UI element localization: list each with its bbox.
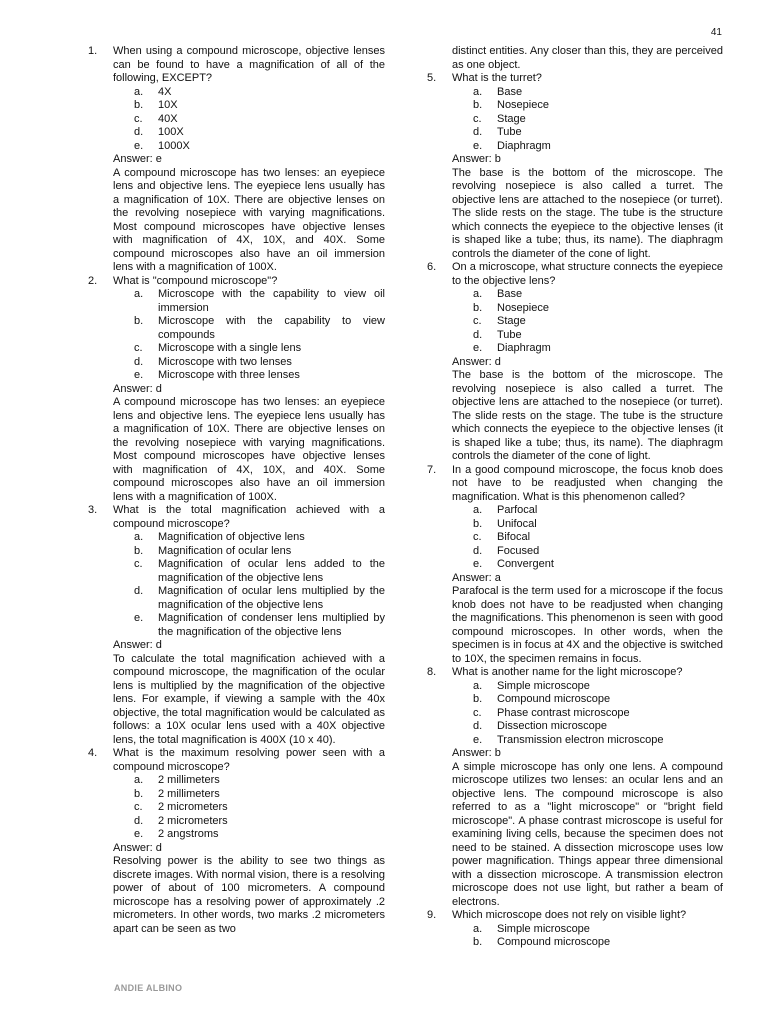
choice-list <box>452 86 723 154</box>
choice-list <box>452 923 723 950</box>
explanation: A compound microscope has two lenses: an eyepiece lens and objective lens. The eyepiece lens usually has a magnification of 10X. There are objective lenses on the revolving nosepiece with varying magnifications. Most compound microscopes have objective lenses with magnification of 4X, 10X, and 40X. Some compound microscopes also have an oil immersion lens with a magnification of 100X. <box>113 166 385 273</box>
choice-letter: d. <box>134 814 144 827</box>
choice-item <box>452 113 723 127</box>
answer-line: Answer: a <box>452 571 501 584</box>
choice-text: Unifocal <box>497 517 537 530</box>
choice-item <box>113 342 385 356</box>
choice-letter: b. <box>134 787 144 800</box>
question-2 <box>88 275 385 505</box>
question-text: What is the total magnification achieved with a compound microscope? <box>113 504 385 530</box>
choice-item <box>113 788 385 802</box>
choice-letter: c. <box>473 112 482 125</box>
right-column <box>427 45 723 950</box>
choice-letter: e. <box>473 733 483 746</box>
choice-item <box>452 302 723 316</box>
question-5 <box>427 72 723 261</box>
question-9 <box>427 909 723 950</box>
choice-item <box>113 828 385 842</box>
choice-list <box>113 288 385 383</box>
choice-list <box>113 774 385 842</box>
choice-item <box>452 288 723 302</box>
choice-item <box>113 545 385 559</box>
choice-text: Tube <box>497 328 522 341</box>
choice-letter: d. <box>473 544 483 557</box>
choice-letter: b. <box>134 544 144 557</box>
choice-letter: a. <box>473 85 483 98</box>
question-number: 4. <box>88 747 98 759</box>
question-text: What is another name for the light microscope? <box>452 666 683 678</box>
answer-line: Answer: e <box>113 153 162 165</box>
question-list <box>427 45 723 950</box>
choice-text: 4X <box>158 85 172 98</box>
choice-text: Microscope with three lenses <box>158 369 300 381</box>
choice-text: Stage <box>497 315 526 327</box>
explanation: A simple microscope has only one lens. A compound microscope utilizes two lenses: an ocular lens and an objective lens. The compound microscope is also referred to as a "light microscope" or "bright field microscope". A phase contrast microscope is useful for examining living cells, because the specimen does not need to be stained. A dissection microscope uses low power magnification. Things appear three dimensional with a dissection microscope. A transmission electron microscope does not use light, but rather a beam of electrons. <box>452 760 723 908</box>
choice-item <box>452 720 723 734</box>
choice-item <box>452 558 723 572</box>
choice-item <box>113 585 385 612</box>
explanation-continuation: distinct entities. Any closer than this, they are perceived as one object. <box>452 45 723 71</box>
choice-letter: e. <box>473 139 483 152</box>
explanation: Parafocal is the term used for a microscope if the focus knob does not have to be readjusted when changing the magnifications. This phenomenon is seen with good compound microscopes. In other words, when the specimen is in focus at 4X and the objective is switched to 10X, the specimen remains in focus. <box>452 585 723 665</box>
choice-letter: e. <box>473 342 483 354</box>
question-4-continued <box>427 45 723 72</box>
choice-text: 2 millimeters <box>158 787 220 800</box>
choice-list <box>113 86 385 154</box>
choice-item <box>452 504 723 518</box>
choice-item <box>452 342 723 356</box>
question-number: 8. <box>427 666 437 678</box>
explanation: A compound microscope has two lenses: an eyepiece lens and objective lens. The eyepiece lens usually has a magnification of 10X. There are objective lenses on the revolving nosepiece with varying magnifications. Most compound microscopes have objective lenses with magnification of 4X, 10X, and 40X. Some compound microscopes also have an oil immersion lens with a magnification of 100X. <box>113 396 385 503</box>
choice-letter: d. <box>134 355 144 368</box>
answer-line: Answer: b <box>452 153 501 165</box>
choice-letter: d. <box>134 126 144 138</box>
choice-item <box>452 693 723 707</box>
choice-text: Microscope with two lenses <box>158 355 292 368</box>
choice-item <box>113 369 385 383</box>
choice-item <box>113 315 385 342</box>
choice-text: Magnification of ocular lens added to the magnification of the objective lens <box>158 558 385 584</box>
question-8 <box>427 666 723 909</box>
question-3 <box>88 504 385 747</box>
choice-letter: e. <box>134 139 144 152</box>
choice-item <box>113 612 385 639</box>
choice-letter: b. <box>473 99 483 111</box>
question-number: 9. <box>427 909 437 921</box>
question-text: What is the maximum resolving power seen with a compound microscope? <box>113 747 385 773</box>
question-number: 6. <box>427 261 437 273</box>
choice-text: Transmission electron microscope <box>497 733 664 746</box>
choice-letter: b. <box>473 301 483 314</box>
answer-line: Answer: d <box>113 841 162 854</box>
choice-letter: c. <box>134 112 143 125</box>
choice-letter: a. <box>134 85 144 98</box>
choice-text: Tube <box>497 126 522 138</box>
choice-text: Stage <box>497 112 526 125</box>
choice-letter: d. <box>473 328 483 341</box>
choice-text: Base <box>497 288 523 300</box>
choice-item <box>452 315 723 329</box>
choice-letter: b. <box>473 517 483 530</box>
question-6 <box>427 261 723 464</box>
choice-text: 10X <box>158 99 178 111</box>
choice-item <box>113 774 385 788</box>
question-text: On a microscope, what structure connects the eyepiece to the objective lens? <box>452 261 723 287</box>
answer-line: Answer: b <box>452 747 501 759</box>
choice-letter: a. <box>473 922 483 935</box>
answer-line: Answer: d <box>113 639 162 651</box>
page-number: 41 <box>710 27 722 38</box>
choice-list <box>452 288 723 356</box>
choice-letter: c. <box>473 706 482 719</box>
question-list <box>88 45 385 936</box>
choice-letter: c. <box>134 342 143 354</box>
question-4 <box>88 747 385 936</box>
choice-text: Compound microscope <box>497 693 611 705</box>
choice-letter: b. <box>134 99 144 111</box>
choice-item <box>113 801 385 815</box>
answer-line: Answer: d <box>452 355 501 368</box>
choice-text: 2 micrometers <box>158 801 228 813</box>
choice-item <box>452 545 723 559</box>
choice-text: Phase contrast microscope <box>497 706 630 719</box>
choice-item <box>452 531 723 545</box>
choice-text: Simple microscope <box>497 679 590 692</box>
choice-text: Magnification of ocular lens multiplied by the magnification of the objective lens <box>158 585 385 611</box>
choice-text: Magnification of objective lens <box>158 531 305 543</box>
choice-letter: a. <box>473 288 483 300</box>
explanation: To calculate the total magnification achieved with a compound microscope, the magnification of the ocular lens is multiplied by the magnification of the objective lens. For example, if viewing a sample with the 40x objective, the total magnification would be calculated as follows: a 10X ocular lens used with a 40X objective lens, the total magnification is 400X (10 x 40). <box>113 652 385 746</box>
question-text: Which microscope does not rely on visible light? <box>452 909 687 921</box>
choice-text: Focused <box>497 544 540 557</box>
choice-item <box>452 329 723 343</box>
choice-item <box>452 140 723 154</box>
choice-item <box>452 936 723 950</box>
choice-text: Microscope with a single lens <box>158 342 302 354</box>
choice-letter: e. <box>473 558 483 570</box>
choice-letter: b. <box>473 693 483 705</box>
explanation: The base is the bottom of the microscope. The revolving nosepiece is also called a turret. The objective lens are attached to the nosepiece (or turret). The slide rests on the stage. The tube is the structure which connects the eyepiece to the objective lenses (it is shaped like a tube; thus, its name). The diaphragm controls the diameter of the cone of light. <box>452 166 723 260</box>
question-text: What is the turret? <box>452 72 542 84</box>
choice-item <box>113 86 385 100</box>
question-1 <box>88 45 385 275</box>
choice-text: Diaphragm <box>497 342 551 354</box>
choice-item <box>452 923 723 937</box>
choice-text: Parfocal <box>497 504 538 516</box>
question-number: 3. <box>88 504 98 516</box>
choice-letter: e. <box>134 828 144 840</box>
choice-item <box>452 518 723 532</box>
choice-letter: c. <box>134 801 143 813</box>
question-number: 2. <box>88 274 98 287</box>
choice-letter: a. <box>134 288 144 300</box>
question-text: What is "compound microscope"? <box>113 274 278 287</box>
choice-text: Nosepiece <box>497 99 549 111</box>
question-number: 1. <box>88 45 98 57</box>
choice-item <box>113 815 385 829</box>
choice-item <box>113 531 385 545</box>
choice-text: Microscope with the capability to view compounds <box>158 315 385 341</box>
choice-text: Microscope with the capability to view oil immersion <box>158 288 385 314</box>
left-column <box>88 45 385 936</box>
choice-text: 2 micrometers <box>158 814 228 827</box>
question-text: In a good compound microscope, the focus knob does not have to be readjusted when changing the magnification. What is this phenomenon called? <box>452 463 723 503</box>
choice-item <box>452 99 723 113</box>
choice-item <box>113 140 385 154</box>
choice-text: 40X <box>158 112 178 125</box>
choice-text: 2 millimeters <box>158 774 220 786</box>
choice-letter: b. <box>473 936 483 948</box>
choice-text: 1000X <box>158 139 190 152</box>
choice-text: Simple microscope <box>497 922 590 935</box>
question-number: 5. <box>427 72 437 84</box>
choice-text: Convergent <box>497 558 554 570</box>
choice-item <box>113 113 385 127</box>
answer-line: Answer: d <box>113 382 162 395</box>
choice-list <box>113 531 385 639</box>
choice-letter: a. <box>473 504 483 516</box>
choice-item <box>452 86 723 100</box>
choice-list <box>452 504 723 572</box>
choice-item <box>113 356 385 370</box>
choice-item <box>452 126 723 140</box>
choice-letter: c. <box>473 315 482 327</box>
choice-text: Base <box>497 85 523 98</box>
choice-item <box>113 126 385 140</box>
choice-text: Dissection microscope <box>497 720 608 732</box>
choice-letter: c. <box>473 531 482 543</box>
choice-letter: d. <box>473 720 483 732</box>
footer-author: ANDIE ALBINO <box>114 983 183 993</box>
choice-text: Nosepiece <box>497 301 549 314</box>
choice-item <box>452 680 723 694</box>
choice-item <box>452 707 723 721</box>
explanation: Resolving power is the ability to see two things as discrete images. With normal vision, there is a resolving power of about of 100 micrometers. A compound microscope has a resolving power of approximately .2 micrometers. In other words, two marks .2 micrometers apart can be seen as two <box>113 855 385 935</box>
choice-letter: e. <box>134 612 144 624</box>
choice-item <box>452 734 723 748</box>
choice-letter: d. <box>134 585 144 597</box>
choice-letter: a. <box>473 679 483 692</box>
choice-item <box>113 99 385 113</box>
question-text: When using a compound microscope, objective lenses can be found to have a magnification of all of the following, EXCEPT? <box>113 45 385 84</box>
choice-letter: c. <box>134 558 143 570</box>
question-7 <box>427 464 723 667</box>
choice-text: 2 angstroms <box>158 828 219 840</box>
choice-text: Compound microscope <box>497 936 611 948</box>
choice-letter: d. <box>473 126 483 138</box>
choice-text: Diaphragm <box>497 139 551 152</box>
question-number: 7. <box>427 463 437 476</box>
choice-text: Magnification of condenser lens multiplied by the magnification of the objective lens <box>158 612 385 638</box>
choice-item <box>113 288 385 315</box>
choice-text: Bifocal <box>497 531 531 543</box>
choice-letter: a. <box>134 774 144 786</box>
choice-letter: a. <box>134 531 144 543</box>
choice-list <box>452 680 723 748</box>
explanation: The base is the bottom of the microscope. The revolving nosepiece is also called a turret. The objective lens are attached to the nosepiece (or turret). The slide rests on the stage. The tube is the structure which connects the eyepiece to the objective lenses (it is shaped like a tube; thus, its name). The diaphragm controls the diameter of the cone of light. <box>452 369 723 462</box>
choice-item <box>113 558 385 585</box>
choice-text: 100X <box>158 126 184 138</box>
choice-letter: e. <box>134 369 144 381</box>
choice-letter: b. <box>134 315 144 327</box>
choice-text: Magnification of ocular lens <box>158 544 292 557</box>
